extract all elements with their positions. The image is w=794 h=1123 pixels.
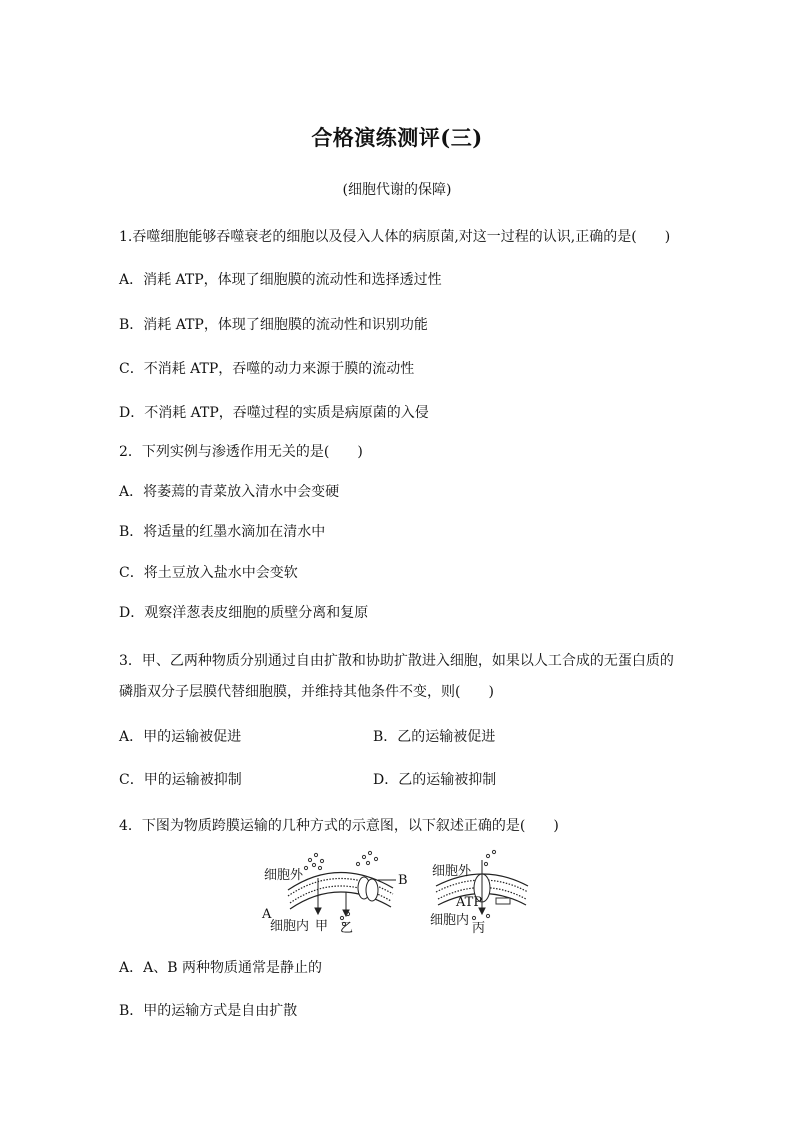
question-3-option-a: A．甲的运输被促进 xyxy=(119,729,242,745)
membrane-transport-figure xyxy=(258,848,558,936)
label-bing: 丙 xyxy=(472,921,486,936)
question-2-option-d: D．观察洋葱表皮细胞的质壁分离和复原 xyxy=(119,605,369,621)
label-b: B xyxy=(398,873,408,888)
energy-label: ATP xyxy=(456,895,483,910)
molecules-outside-left xyxy=(304,851,377,869)
question-1-option-d: D．不消耗 ATP，吞噬过程的实质是病原菌的入侵 xyxy=(119,405,429,421)
carrier-protein-b-2 xyxy=(366,879,378,901)
label-inside-right: 细胞内 xyxy=(430,913,470,928)
label-jia: 甲 xyxy=(315,919,329,934)
question-2-option-b: B．将适量的红墨水滴加在清水中 xyxy=(119,524,326,540)
question-1-option-b: B．消耗 ATP，体现了细胞膜的流动性和识别功能 xyxy=(119,317,428,333)
label-inside-left: 细胞内 xyxy=(270,919,310,934)
page-subtitle: (细胞代谢的保障) xyxy=(342,182,452,198)
label-outside-right: 细胞外 xyxy=(432,864,472,879)
page-title: 合格演练测评(三) xyxy=(311,125,483,150)
question-1-option-a: A．消耗 ATP，体现了细胞膜的流动性和选择透过性 xyxy=(119,272,442,288)
question-2-option-a: A．将萎蔫的青菜放入清水中会变硬 xyxy=(119,484,340,500)
question-1-stem: 1.吞噬细胞能够吞噬衰老的细胞以及侵入人体的病原菌,对这一过程的认识,正确的是( ) xyxy=(119,229,671,245)
transport-arrows-left xyxy=(315,878,349,916)
question-4-option-b: B．甲的运输方式是自由扩散 xyxy=(119,1003,298,1019)
label-yi: 乙 xyxy=(340,921,354,936)
question-3-stem-line-2: 磷脂双分子层膜代替细胞膜，并维持其他条件不变，则( ) xyxy=(119,684,494,700)
question-3-option-d: D．乙的运输被抑制 xyxy=(373,772,497,788)
adp-block xyxy=(496,898,510,904)
label-a: A xyxy=(262,907,272,922)
question-2-stem: 2．下列实例与渗透作用无关的是( ) xyxy=(119,444,363,460)
question-3-option-b: B．乙的运输被促进 xyxy=(373,729,496,745)
question-4-stem: 4．下图为物质跨膜运输的几种方式的示意图，以下叙述正确的是( ) xyxy=(119,818,559,834)
label-outside-left: 细胞外 xyxy=(264,868,304,883)
question-3-stem-line-1: 3．甲、乙两种物质分别通过自由扩散和协助扩散进入细胞，如果以人工合成的无蛋白质的 xyxy=(119,653,674,669)
question-4-option-a: A．A、B 两种物质通常是静止的 xyxy=(119,960,322,976)
question-1-option-c: C．不消耗 ATP，吞噬的动力来源于膜的流动性 xyxy=(119,361,415,377)
question-3-option-c: C．甲的运输被抑制 xyxy=(119,772,242,788)
question-2-option-c: C．将土豆放入盐水中会变软 xyxy=(119,565,298,581)
